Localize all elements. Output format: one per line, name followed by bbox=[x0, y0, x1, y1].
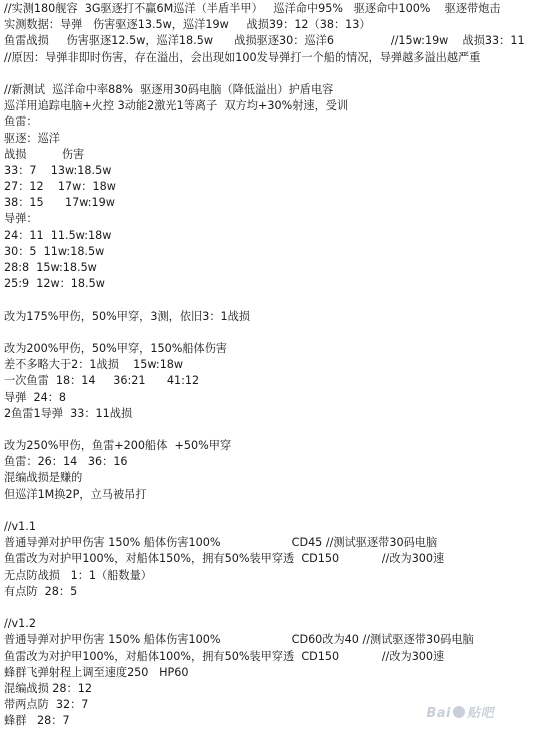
text-line: 鱼雷战损 伤害驱逐12.5w，巡洋18.5w 战损驱逐30：巡洋6 //15w:19w 战损33：11 bbox=[4, 34, 525, 48]
text-line: 导弹 24：8 bbox=[4, 390, 67, 404]
blank-line bbox=[4, 600, 548, 616]
text-line: 27：12 17w：18w bbox=[4, 180, 116, 194]
text-line: 2鱼雷1导弹 33：11战损 bbox=[4, 406, 133, 420]
text-line: 差不多略大于2：1战损 15w:18w bbox=[4, 358, 184, 372]
text-line: //新测试 巡洋命中率88% 驱逐用30码电脑（降低溢出）护盾电容 bbox=[4, 82, 334, 96]
text-line: 24：11 11.5w:18w bbox=[4, 228, 112, 242]
text-line: 无点防战损 1：1（船数量） bbox=[4, 568, 152, 582]
text-line: //v1.1 bbox=[4, 520, 36, 533]
text-line: 鱼雷：26：14 36：16 bbox=[4, 455, 128, 469]
text-line: 导弹： bbox=[4, 212, 38, 226]
text-line: 混编战损 28：12 bbox=[4, 681, 92, 695]
text-line: 蜂群 28：7 bbox=[4, 714, 70, 728]
text-line: 鱼雷改为对护甲100%，对船体100%，拥有50%装甲穿透 CD150 //改为300速 bbox=[4, 649, 445, 663]
text-line: 混编战损是赚的 bbox=[4, 471, 83, 485]
text-line: 一次鱼雷 18：14 36:21 41:12 bbox=[4, 374, 200, 388]
baidu-paw-icon bbox=[453, 706, 465, 718]
document-body bbox=[4, 1, 548, 729]
text-line: 实测数据：导弹 伤害驱逐13.5w，巡洋19w 战损39：12（38：13） bbox=[4, 18, 371, 32]
text-line: 有点防 28：5 bbox=[4, 584, 78, 598]
text-line: 驱逐：巡洋 bbox=[4, 131, 60, 145]
text-line: 鱼雷改为对护甲100%，对船体150%，拥有50%装甲穿透 CD150 //改为300速 bbox=[4, 552, 445, 566]
blank-line bbox=[4, 422, 548, 438]
text-line: 普通导弹对护甲伤害 150% 船体伤害100% CD45 //测试驱逐带30码电脑 bbox=[4, 536, 438, 550]
watermark-text-left: Bai bbox=[426, 706, 451, 721]
text-line: //实测180舰容 3G驱逐打不赢6M巡洋（半盾半甲） 巡洋命中95% 驱逐命中100% 驱逐带炮击 bbox=[4, 2, 501, 15]
text-line: 38：15 17w:19w bbox=[4, 196, 115, 210]
text-line: 战损 伤害 bbox=[4, 147, 85, 161]
blank-line bbox=[4, 503, 548, 519]
text-line: 改为250%甲伤，鱼雷+200船体 +50%甲穿 bbox=[4, 439, 232, 453]
text-line: 改为200%甲伤，50%甲穿，150%船体伤害 bbox=[4, 341, 228, 355]
text-line: 改为175%甲伤，50%甲穿，3测，依旧3：1战损 bbox=[4, 309, 251, 323]
text-line: 普通导弹对护甲伤害 150% 船体伤害100% CD60改为40 //测试驱逐带30码电脑 bbox=[4, 633, 474, 647]
text-line: 33：7 13w:18.5w bbox=[4, 163, 112, 177]
text-line: 蜂群飞弹射程上调至速度250 HP60 bbox=[4, 665, 189, 679]
baidu-tieba-watermark bbox=[426, 702, 494, 721]
text-line: 巡洋用追踪电脑+火控 3动能2激光1等离子 双方均+30%射速，受训 bbox=[4, 99, 349, 113]
text-line: 28:8 15w:18.5w bbox=[4, 261, 97, 274]
text-line: //原因：导弹非即时伤害，存在溢出，会出现如100发导弹打一个船的情况，导弹越多溢出越严重 bbox=[4, 50, 481, 64]
text-line: 但巡洋1M换2P，立马被吊打 bbox=[4, 487, 147, 501]
blank-line bbox=[4, 292, 548, 308]
text-line: 30：5 11w:18.5w bbox=[4, 244, 105, 258]
watermark-text-right: 贴吧 bbox=[466, 706, 494, 721]
blank-line bbox=[4, 325, 548, 341]
text-line: //v1.2 bbox=[4, 617, 36, 631]
text-line: 鱼雷： bbox=[4, 115, 38, 129]
blank-line bbox=[4, 66, 548, 82]
text-line: 带两点防 32：7 bbox=[4, 698, 89, 712]
text-line: 25:9 12w：18.5w bbox=[4, 277, 105, 291]
